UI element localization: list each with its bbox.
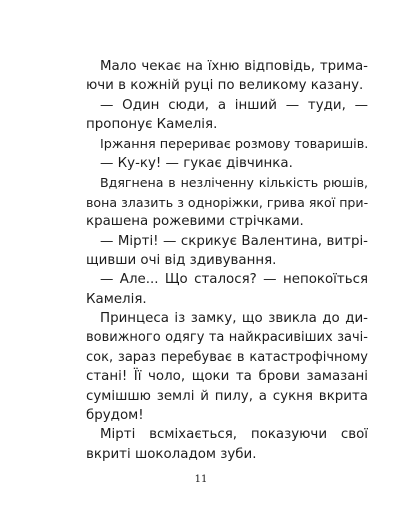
text-line: Мірті всміхається, показуючи свої (100, 427, 368, 443)
text-line: — Ку-ку! — гукає дівчинка. (100, 155, 293, 171)
text-line: брудом! (86, 408, 144, 424)
text-line: ючи в кожній руці по великому казану. (86, 78, 364, 94)
text-line: стані! Її чоло, щоки та брови замазані (86, 369, 368, 385)
text-line: крашена рожевими стрічками. (86, 214, 304, 230)
text-line: — Але... Що сталося? — непокоїться (100, 272, 368, 288)
text-line: вкриті шоколадом зуби. (86, 446, 257, 462)
text-line: — Мірті! — скрикує Валентина, витрі- (100, 233, 368, 249)
text-line: — Один сюди, а інший — туди, — (100, 97, 368, 113)
text-line: Принцеса із замку, що звикла до ди- (100, 311, 368, 327)
text-line: Камелія. (86, 291, 147, 307)
text-line: сок, зараз перебуває в катастрофічному (86, 349, 368, 365)
text-line: пропонує Камелія. (86, 117, 218, 133)
text-line: Мало чекає на їхню відповідь, трима- (100, 59, 368, 74)
text-line: Вдягнена в незліченну кількість рюшів, (100, 175, 368, 191)
text-line: Іржання перериває розмову товаришів. (100, 136, 368, 152)
text-line: вона злазить з одноріжки, грива якої при- (86, 194, 368, 210)
text-line: вовижного одягу та найкрасивіших зачі- (86, 330, 368, 346)
text-line: сумішшю землі й пилу, а сукня вкрита (86, 388, 368, 404)
text-line: щивши очі від здивування. (86, 252, 277, 268)
page-number: 11 (194, 474, 208, 485)
body-text (86, 57, 368, 464)
